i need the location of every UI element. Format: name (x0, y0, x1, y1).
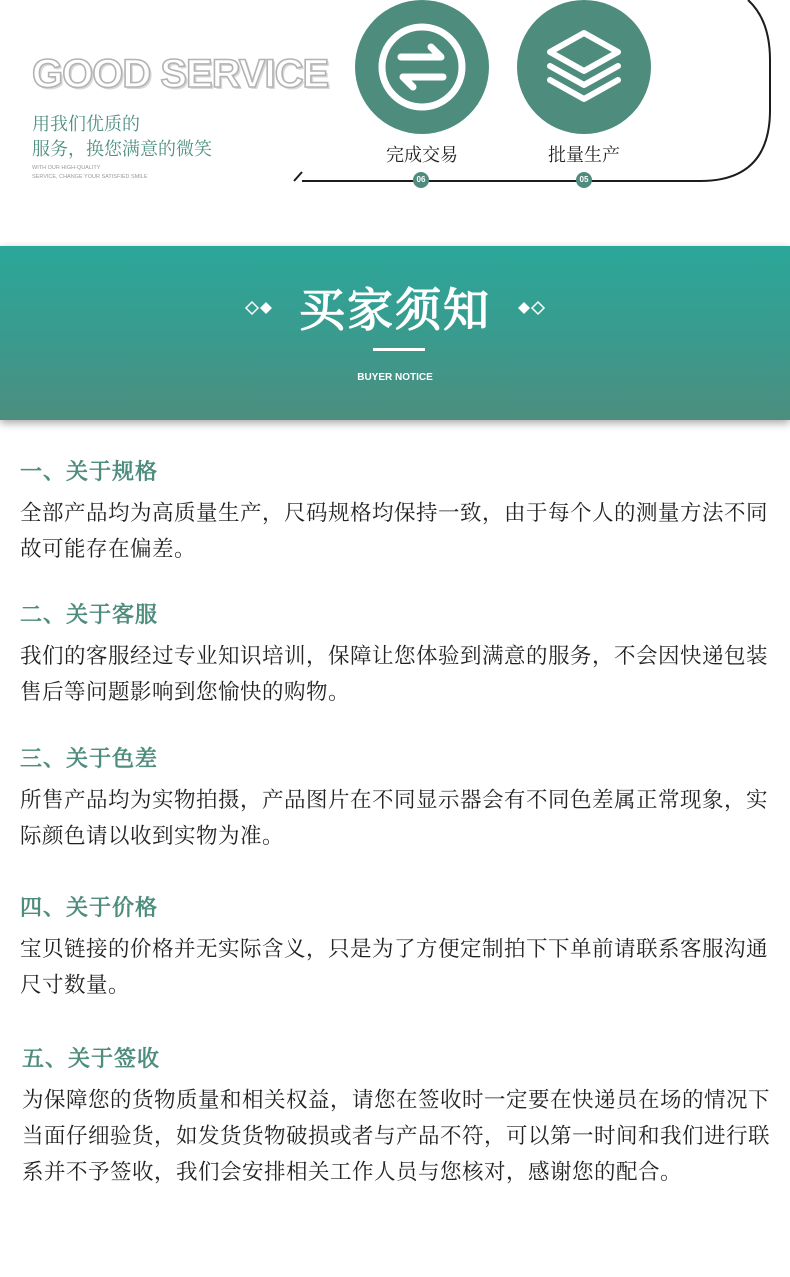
slogan-en-line-2: SERVICE, CHANGE YOUR SATISFIED SMILE (32, 174, 148, 180)
slogan-line-1: 用我们优质的 (32, 114, 140, 135)
banner-title: 买家须知 (299, 283, 491, 337)
buyer-notice-banner (0, 246, 790, 420)
section-heading: 一、关于规格 (20, 460, 159, 485)
slogan-line-2: 服务，换您满意的微笑 (32, 139, 212, 160)
section-heading: 二、关于客服 (20, 603, 159, 628)
section-body: 所售产品均为实物拍摄，产品图片在不同显示器会有不同色差属正常现象，实际颜色请以收到实物为准。 (20, 788, 769, 849)
slogan-english (32, 164, 148, 182)
notice-section-delivery-signing (22, 1045, 774, 1191)
brand-text: GOOD SERVICE (32, 52, 329, 96)
production-step-badge (517, 0, 651, 134)
exchange-step-badge (355, 0, 489, 134)
step-label-mass-production: 批量生产 (548, 145, 620, 166)
slogan-en-line-1: WITH OUR HIGH-QUALITY (32, 165, 101, 171)
diamond-ornament-right-icon (514, 300, 548, 316)
section-body: 宝贝链接的价格并无实际含义，只是为了方便定制拍下下单前请联系客服沟通尺寸数量。 (20, 937, 769, 998)
exchange-arrows-icon (355, 0, 489, 134)
notice-section-price (20, 894, 772, 1004)
banner-divider (373, 348, 425, 351)
step-label-complete-trade: 完成交易 (386, 145, 458, 166)
section-body: 我们的客服经过专业知识培训，保障让您体验到满意的服务，不会因快递包装售后等问题影响到您愉快的购物。 (20, 644, 769, 705)
section-heading: 五、关于签收 (22, 1047, 161, 1072)
layers-icon (517, 0, 651, 134)
section-body: 为保障您的货物质量和相关权益，请您在签收时一定要在快递员在场的情况下当面仔细验货，如发货货物破损或者与产品不符，可以第一时间和我们进行联系并不予签收，我们会安排相关工作人员与您核对，感谢您的配合。 (22, 1088, 771, 1185)
notice-section-customer-service (20, 601, 772, 711)
notice-section-color-difference (20, 745, 772, 855)
notice-section-specification (20, 458, 772, 568)
slogan (32, 112, 212, 162)
banner-subtitle: BUYER NOTICE (357, 372, 433, 383)
section-heading: 四、关于价格 (20, 896, 159, 921)
section-body: 全部产品均为高质量生产，尺码规格均保持一致，由于每个人的测量方法不同故可能存在偏差。 (20, 501, 769, 562)
step-number-badge: 06 (413, 172, 429, 188)
service-header (0, 0, 790, 235)
step-number-badge: 05 (576, 172, 592, 188)
section-heading: 三、关于色差 (20, 747, 159, 772)
